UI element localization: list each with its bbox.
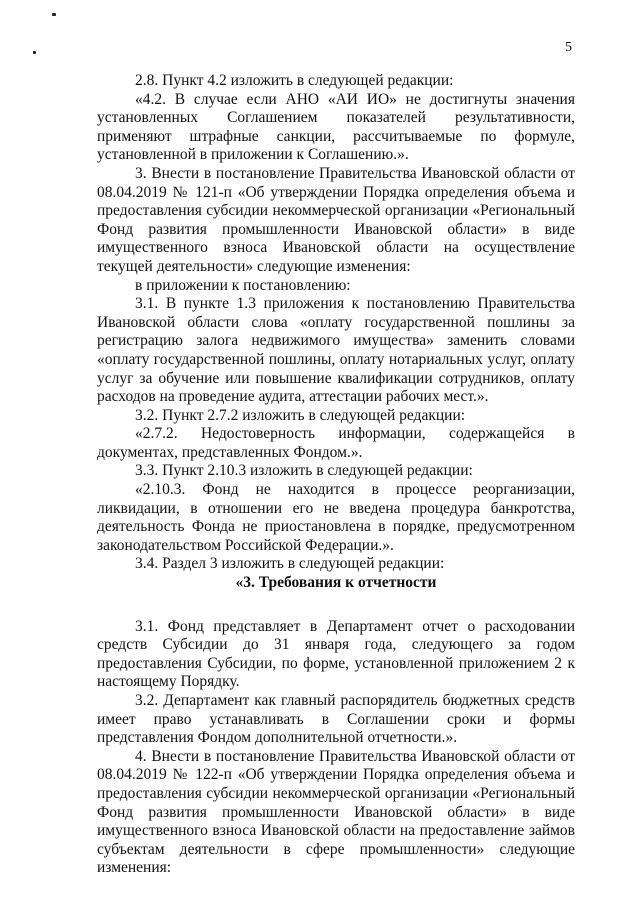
paragraph: 3. Внести в постановление Правительства Ивановской области от 08.04.2019 № 121-п «Об утверждении Порядка определения объема и предоставления субсидии некоммерческой организации «Региональный Фонд развития промышленности Ивановской области» в виде имущественного взноса Ивановской области на осуществление текущей деятельности» следующие изменения:	[97, 164, 575, 275]
scan-mark-left	[33, 51, 36, 54]
paragraph: 3.2. Пункт 2.7.2 изложить в следующей редакции:	[135, 406, 466, 424]
page-number: 5	[565, 40, 572, 55]
paragraph: 3.4. Раздел 3 изложить в следующей редакции:	[135, 555, 445, 573]
paragraph: «2.10.3. Фонд не находится в процессе реорганизации, ликвидации, в отношении его не введена процедура банкротства, деятельность Фонда не приостановлена в порядке, предусмотренном законодательством Российской Федерации.».	[97, 481, 575, 554]
paragraph: 3.2. Департамент как главный распорядитель бюджетных средств имеет право устанавливать в Соглашении сроки и формы представления Фондом дополнительной отчетности.».	[97, 692, 575, 747]
paragraph: 3.3. Пункт 2.10.3 изложить в следующей редакции:	[135, 462, 473, 480]
paragraph: 3.1. Фонд представляет в Департамент отчет о расходовании средств Субсидии до 31 января года, следующего за годом предоставления Субсидии, по форме, установленной приложением 2 к настоящему Порядку.	[97, 617, 575, 691]
paragraph: в приложении к постановлению:	[135, 276, 351, 294]
paragraph: «4.2. В случае если АНО «АИ ИО» не достигнуты значения установленных Соглашением показателей результативности, применяют штрафные санкции, рассчитываемые по формуле, установленной в приложении к Соглашению.».	[97, 90, 575, 164]
section-heading: «3. Требования к отчетности	[235, 574, 437, 592]
paragraph: «2.7.2. Недостоверность информации, содержащейся в документах, представленных Фондом.».	[97, 425, 575, 461]
document-body	[97, 72, 575, 878]
paragraph: 2.8. Пункт 4.2 изложить в следующей редакции:	[135, 72, 454, 89]
paragraph: 4. Внести в постановление Правительства Ивановской области от 08.04.2019 № 122-п «Об утверждении Порядка определения объема и предоставления субсидии некоммерческой организации «Региональный Фонд развития промышленности Ивановской области» в виде имущественного взноса Ивановской области на предоставление займов субъектам деятельности в сфере промышленности» следующие изменения:	[97, 747, 575, 877]
paragraph: 3.1. В пункте 1.3 приложения к постановлению Правительства Ивановской области слова «оплату государственной пошлины за регистрацию залога недвижимого имущества» заменить словами «оплату государственной пошлины, оплату нотариальных услуг, оплату услуг за обучение или повышение квалификации сотрудников, оплату расходов на проведение аудита, аттестации рабочих мест.».	[97, 295, 575, 406]
scan-mark-top	[52, 13, 56, 16]
